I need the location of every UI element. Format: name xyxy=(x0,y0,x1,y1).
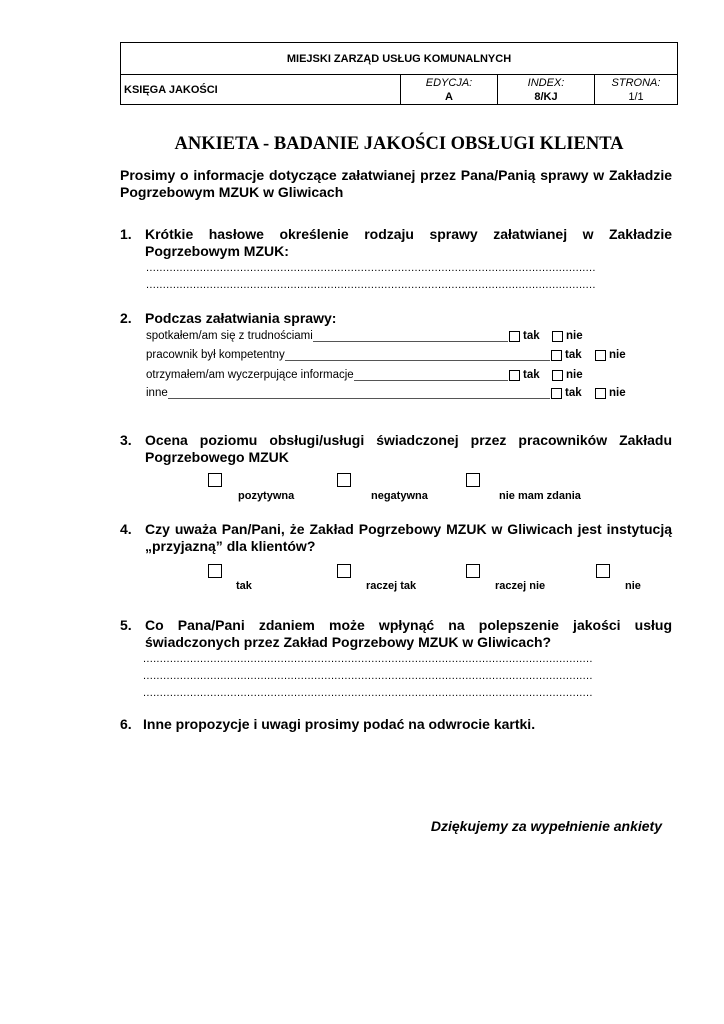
intro-text: Prosimy o informacje dotyczące załatwianej przez Pana/Panią sprawy w Zakładzie Pogrzebowym MZUK w Gliwicach xyxy=(120,167,672,200)
q4-number: 4. xyxy=(120,521,132,537)
q2-row2-no-option[interactable]: nie xyxy=(595,349,626,361)
index-label: INDEX: xyxy=(527,76,565,89)
checkbox[interactable] xyxy=(595,350,606,361)
edition-value: A xyxy=(445,90,453,103)
q2-fill-line xyxy=(354,370,508,381)
q2-text: Podczas załatwiania sprawy: xyxy=(145,310,337,326)
checkbox[interactable] xyxy=(552,370,563,381)
q3-negative-checkbox[interactable] xyxy=(337,473,351,487)
q2-row4-no-option[interactable]: nie xyxy=(595,387,626,399)
q1-answer-line-2[interactable]: ...................................................................................................................................... xyxy=(146,279,596,291)
q4-yes-checkbox[interactable] xyxy=(208,564,222,578)
checkbox[interactable] xyxy=(509,370,520,381)
checkbox[interactable] xyxy=(552,331,563,342)
q3-text: Ocena poziomu obsługi/usługi świadczonej przez pracowników Zakładu Pogrzebowego MZUK xyxy=(145,432,672,465)
q2-row-information xyxy=(146,369,508,381)
organization-name: MIEJSKI ZARZĄD USŁUG KOMUNALNYCH xyxy=(121,43,678,75)
index-cell xyxy=(498,75,595,105)
q5-answer-line-3[interactable]: ...................................................................................................................................... xyxy=(143,687,593,699)
q2-fill-line xyxy=(313,331,508,342)
q4-option-rather-yes: raczej tak xyxy=(366,580,417,592)
q1-answer-line-1[interactable]: ...................................................................................................................................... xyxy=(146,262,596,274)
q2-row1-no-option[interactable]: nie xyxy=(552,330,583,342)
checkbox[interactable] xyxy=(551,388,562,399)
page-value: 1/1 xyxy=(628,90,644,103)
q1-text: Krótkie hasłowe określenie rodzaju sprawy załatwianej w Zakładzie Pogrzebowym MZUK: xyxy=(145,226,672,259)
q2-row-label: inne xyxy=(146,387,168,399)
q4-option-rather-no: raczej nie xyxy=(495,580,546,592)
document-header xyxy=(120,42,678,105)
page-cell xyxy=(595,75,678,105)
q3-number: 3. xyxy=(120,432,132,448)
q2-row-label: spotkałem/am się z trudnościami xyxy=(146,330,313,342)
q2-row3-no-option[interactable]: nie xyxy=(552,369,583,381)
q4-option-no: nie xyxy=(625,580,641,592)
q3-option-negative: negatywna xyxy=(371,490,428,502)
q5-text: Co Pana/Pani zdaniem może wpłynąć na polepszenie jakości usług świadczonych przez Zakład Pogrzebowy MZUK w Gliwicach? xyxy=(145,617,672,650)
q4-no-checkbox[interactable] xyxy=(596,564,610,578)
q3-positive-checkbox[interactable] xyxy=(208,473,222,487)
index-value: 8/KJ xyxy=(534,90,558,103)
page-label: STRONA: xyxy=(611,76,661,89)
edition-cell xyxy=(401,75,498,105)
thank-you-note: Dziękujemy za wypełnienie ankiety xyxy=(430,818,662,834)
q2-row-label: pracownik był kompetentny xyxy=(146,349,285,361)
q3-no-opinion-checkbox[interactable] xyxy=(466,473,480,487)
checkbox[interactable] xyxy=(551,350,562,361)
q2-fill-line xyxy=(168,388,550,399)
quality-book-label: KSIĘGA JAKOŚCI xyxy=(121,75,401,105)
q5-answer-line-2[interactable]: ...................................................................................................................................... xyxy=(143,670,593,682)
q4-rather-no-checkbox[interactable] xyxy=(466,564,480,578)
q2-row4-yes-option[interactable]: tak xyxy=(551,387,582,399)
q2-fill-line xyxy=(285,350,550,361)
q6-text: Inne propozycje i uwagi prosimy podać na odwrocie kartki. xyxy=(143,716,536,732)
q2-row2-yes-option[interactable]: tak xyxy=(551,349,582,361)
q3-option-no-opinion: nie mam zdania xyxy=(499,490,581,502)
survey-title: ANKIETA - BADANIE JAKOŚCI OBSŁUGI KLIENTA xyxy=(174,134,624,154)
q3-option-positive: pozytywna xyxy=(238,490,295,502)
q2-row1-yes-option[interactable]: tak xyxy=(509,330,540,342)
checkbox[interactable] xyxy=(509,331,520,342)
q5-number: 5. xyxy=(120,617,132,633)
q4-option-yes: tak xyxy=(236,580,252,592)
q2-row-other xyxy=(146,387,550,399)
q1-number: 1. xyxy=(120,226,132,242)
q2-row3-yes-option[interactable]: tak xyxy=(509,369,540,381)
q6-number: 6. xyxy=(120,716,132,732)
q4-text: Czy uważa Pan/Pani, że Zakład Pogrzebowy MZUK w Gliwicach jest instytucją „przyjazną” dla klientów? xyxy=(145,521,672,554)
q2-row-competent xyxy=(146,349,550,361)
q2-row-difficulties xyxy=(146,330,508,342)
edition-label: EDYCJA: xyxy=(425,76,473,89)
checkbox[interactable] xyxy=(595,388,606,399)
q2-row-label: otrzymałem/am wyczerpujące informacje xyxy=(146,369,354,381)
q2-number: 2. xyxy=(120,310,132,326)
q4-rather-yes-checkbox[interactable] xyxy=(337,564,351,578)
q5-answer-line-1[interactable]: ...................................................................................................................................... xyxy=(143,653,593,665)
